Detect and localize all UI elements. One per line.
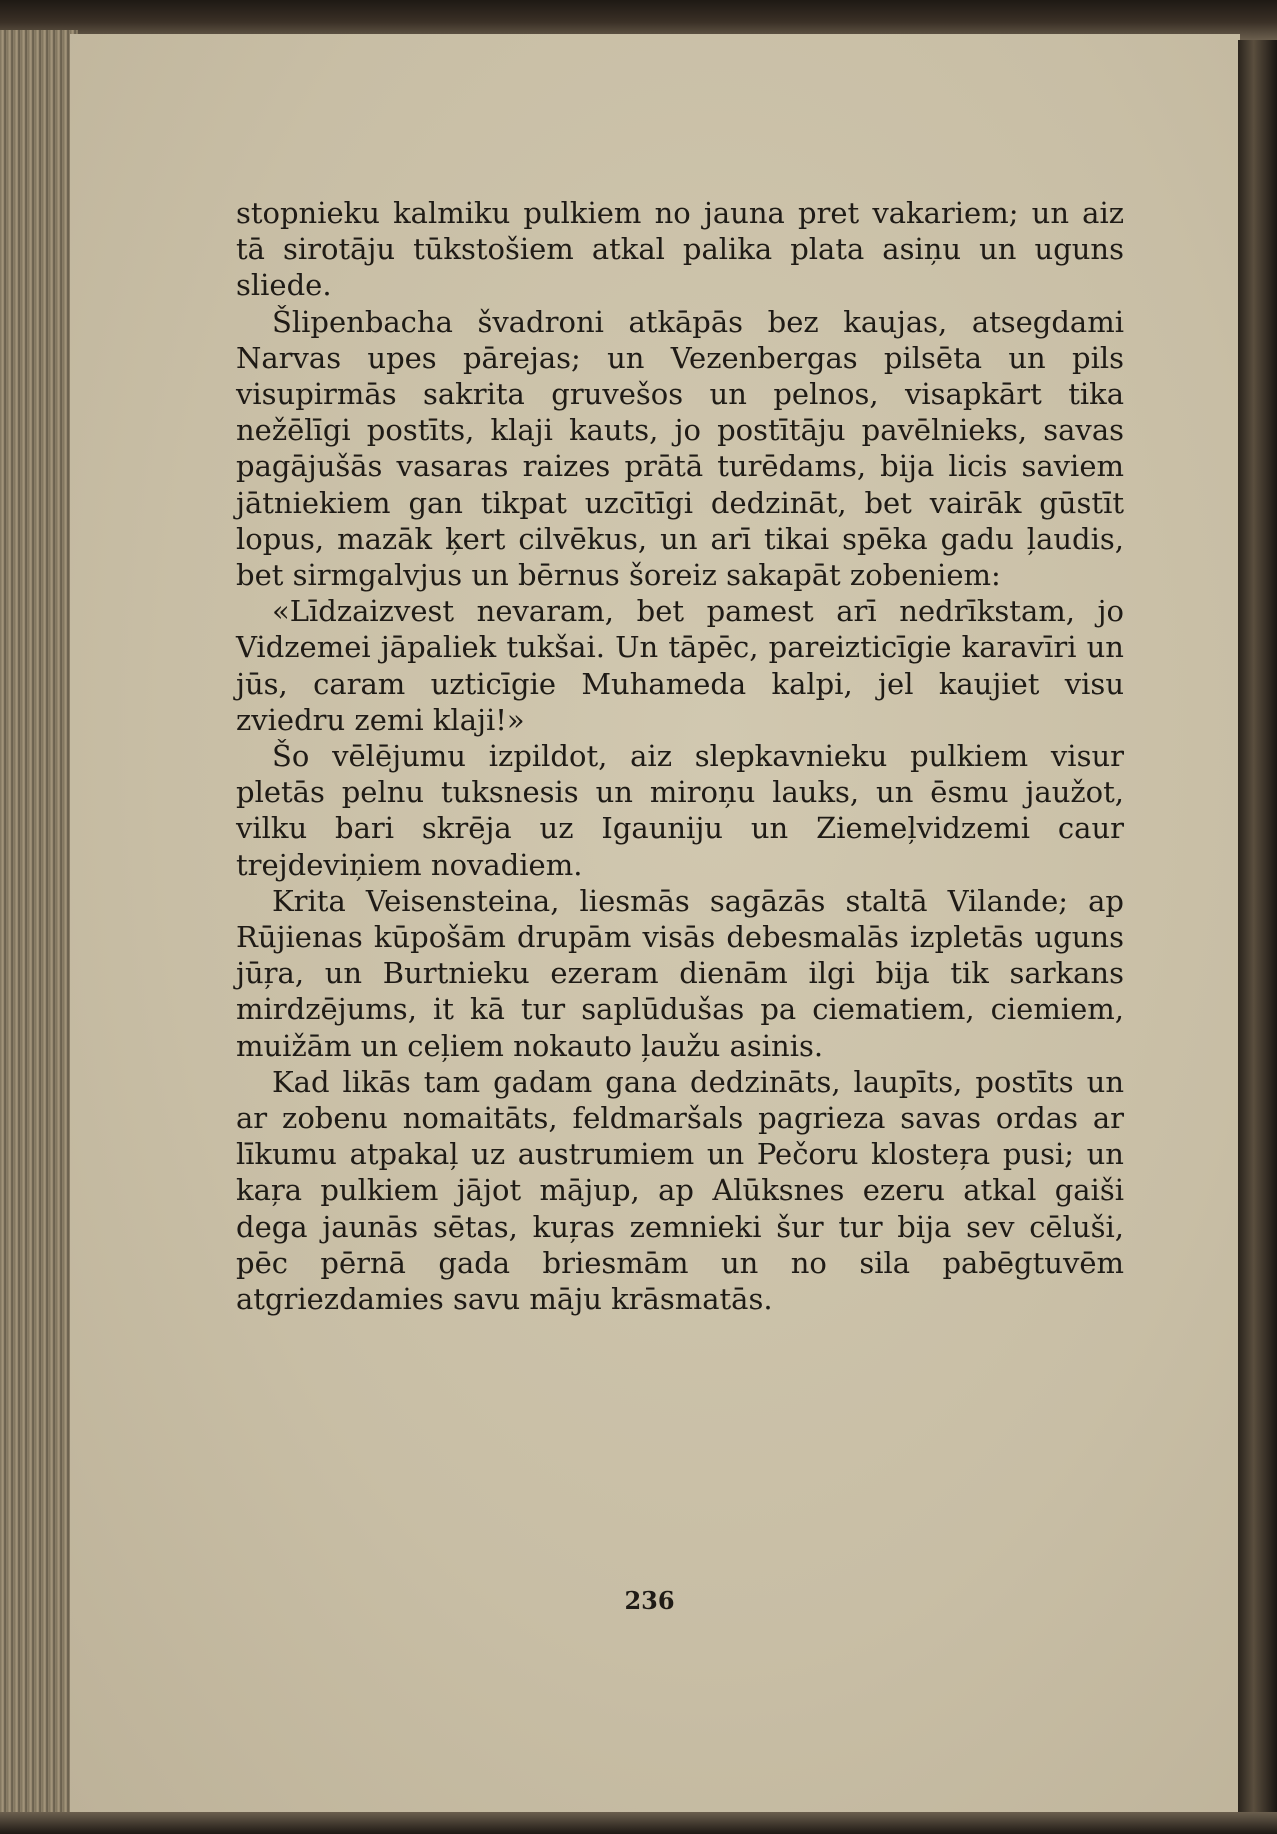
book-bottom-edge xyxy=(0,1812,1277,1834)
paragraph: Šo vēlējumu izpildot, aiz slepkavnieku pulkiem visur pletās pelnu tuksnesis un miroņu lauks, un ēsmu jaužot, vilku bari skrēja uz Igauniju un Ziemeļvidzemi caur trejdeviņiem novadiem. xyxy=(236,739,1124,882)
paragraph: Šlipenbacha švadroni atkāpās bez kaujas, atsegdami Narvas upes pārejas; un Vezenbergas pilsēta un pils visupirmās sakrita gruvešos un pelnos, visapkārt tika nežēlīgi postīts, klaji kauts, jo postītāju pavēlnieks, savas pagājušās vasaras raizes prātā turēdams, bija licis saviem jātniekiem gan tikpat uzcītīgi dedzināt, bet vairāk gūstīt lopus, mazāk ķert cilvēkus, un arī tikai spēka gadu ļaudis, bet sirmgalvjus un bērnus šoreiz sakapāt zobeniem: xyxy=(236,304,1124,593)
paragraph: stopnieku kalmiku pulkiem no jauna pret vakariem; un aiz tā sirotāju tūkstošiem atkal palika plata asiņu un uguns sliede. xyxy=(236,196,1124,303)
paragraph: «Līdzaizvest nevaram, bet pamest arī nedrīkstam, jo Vidzemei jāpaliek tukšai. Un tāpēc, pareizticīgie karavīri un jūs, caram uzticīgie Muhameda kalpi, jel kaujiet visu zviedru zemi klaji!» xyxy=(236,594,1124,737)
book-right-edge xyxy=(1238,40,1277,1834)
book-page-edges xyxy=(0,30,78,1834)
page-number: 236 xyxy=(624,1586,675,1615)
paragraph: Krita Veisensteina, liesmās sagāzās staltā Vilande; ap Rūjienas kūpošām drupām visās debesmalās izpletās uguns jūŗa, un Burtnieku ezeram dienām ilgi bija tik sarkans mirdzējums, it kā tur saplūdušas pa ciematiem, ciemiem, muižām un ceļiem nokauto ļaužu asinis. xyxy=(236,883,1124,1063)
paragraph: Kad likās tam gadam gana dedzināts, laupīts, postīts un ar zobenu nomaitāts, feldmaršals pagrieza savas ordas ar līkumu atpakaļ uz austrumiem un Pečoru klosteŗa pusi; un kaŗa pulkiem jājot mājup, ap Alūksnes ezeru atkal gaiši dega jaunās sētas, kuŗas zemnieki šur tur bija sev cēluši, pēc pērnā gada briesmām un no sila pabēgtuvēm atgriezdamies savu māju krāsmatās. xyxy=(236,1064,1124,1317)
body-text xyxy=(236,195,1124,1317)
